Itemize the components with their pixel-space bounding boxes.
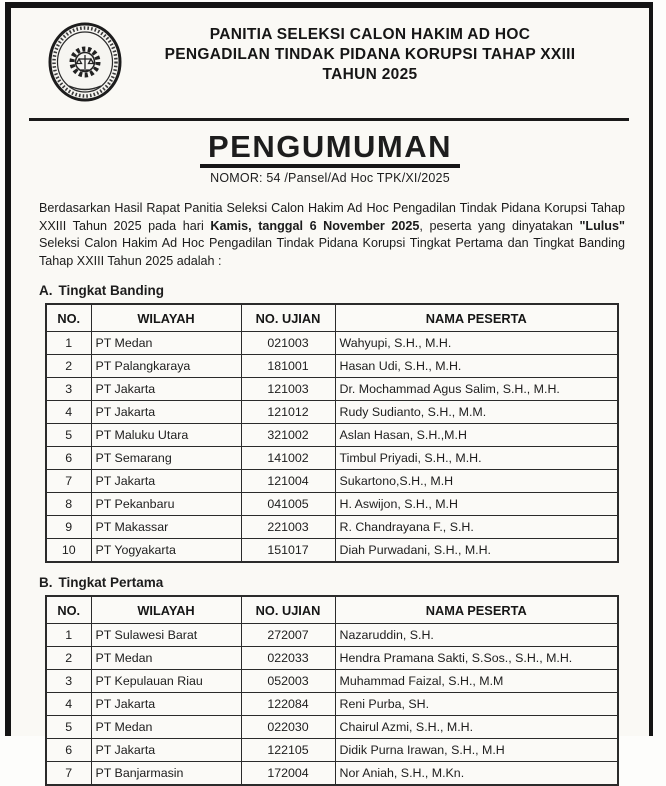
section-b-heading [39, 575, 649, 590]
cell-nama: Sukartono,S.H., M.H [335, 470, 618, 493]
table-row [46, 716, 618, 739]
letterhead [11, 8, 649, 109]
intro-seg-5: Seleksi Calon Hakim Ad Hoc Pengadilan Tindak Pidana Korupsi Tingkat Pertama dan Tingkat Banding Tahap XXIII Tahun 2025 adalah : [39, 236, 625, 268]
cell-nama: Dr. Mochammad Agus Salim, S.H., M.H. [335, 378, 618, 401]
cell-no: 5 [46, 716, 91, 739]
cell-wilayah: PT Maluku Utara [91, 424, 241, 447]
cell-nama: Aslan Hasan, S.H.,M.H [335, 424, 618, 447]
cell-no: 3 [46, 670, 91, 693]
table-row [46, 762, 618, 786]
cell-no: 7 [46, 470, 91, 493]
cell-nama: Wahyupi, S.H., M.H. [335, 332, 618, 355]
cell-ujian: 121004 [241, 470, 335, 493]
col-header-nama: NAMA PESERTA [335, 596, 618, 624]
cell-nama: Timbul Priyadi, S.H., M.H. [335, 447, 618, 470]
section-a-label: A. [39, 283, 53, 298]
cell-ujian: 172004 [241, 762, 335, 786]
section-b-label: B. [39, 575, 53, 590]
cell-wilayah: PT Semarang [91, 447, 241, 470]
cell-ujian: 121012 [241, 401, 335, 424]
table-row [46, 624, 618, 647]
cell-nama: Reni Purba, SH. [335, 693, 618, 716]
cell-no: 2 [46, 647, 91, 670]
table-row [46, 355, 618, 378]
table-row [46, 332, 618, 355]
cell-wilayah: PT Pekanbaru [91, 493, 241, 516]
cell-wilayah: PT Jakarta [91, 739, 241, 762]
cell-no: 2 [46, 355, 91, 378]
intro-seg-1: Berdasarkan Hasil Rapat Panitia Seleksi Calon Hakim Ad Hoc Pengadilan Tindak Pidana Korupsi Tahap XXIII Tahun 2025 pada hari [39, 201, 625, 233]
cell-ujian: 021003 [241, 332, 335, 355]
cell-nama: R. Chandrayana F., S.H. [335, 516, 618, 539]
cell-wilayah: PT Jakarta [91, 378, 241, 401]
cell-ujian: 041005 [241, 493, 335, 516]
cell-nama: H. Aswijon, S.H., M.H [335, 493, 618, 516]
cell-no: 10 [46, 539, 91, 563]
section-a-title: Tingkat Banding [58, 283, 165, 298]
table-row [46, 378, 618, 401]
cell-nama: Diah Purwadani, S.H., M.H. [335, 539, 618, 563]
cell-ujian: 141002 [241, 447, 335, 470]
cell-wilayah: PT Jakarta [91, 401, 241, 424]
cell-ujian: 022033 [241, 647, 335, 670]
table-row [46, 693, 618, 716]
cell-no: 1 [46, 332, 91, 355]
table-row [46, 539, 618, 563]
org-name-line-1: PANITIA SELEKSI CALON HAKIM AD HOC [209, 26, 531, 43]
col-header-no: NO. [46, 596, 91, 624]
col-header-ujian: NO. UJIAN [241, 596, 335, 624]
intro-paragraph [39, 200, 625, 270]
cell-ujian: 221003 [241, 516, 335, 539]
intro-date-bold: Kamis, tanggal 6 November 2025 [210, 218, 420, 233]
table-row [46, 424, 618, 447]
table-row [46, 739, 618, 762]
letterhead-divider [29, 118, 629, 121]
cell-wilayah: PT Jakarta [91, 470, 241, 493]
cell-ujian: 181001 [241, 355, 335, 378]
col-header-ujian: NO. UJIAN [241, 304, 335, 332]
org-name-line-3: TAHUN 2025 [322, 66, 418, 83]
col-header-wilayah: WILAYAH [91, 596, 241, 624]
seal-icon [45, 20, 125, 104]
cell-nama: Hasan Udi, S.H., M.H. [335, 355, 618, 378]
cell-ujian: 022030 [241, 716, 335, 739]
table-row [46, 670, 618, 693]
cell-no: 8 [46, 493, 91, 516]
cell-wilayah: PT Palangkaraya [91, 355, 241, 378]
cell-ujian: 272007 [241, 624, 335, 647]
cell-no: 6 [46, 739, 91, 762]
table-row [46, 447, 618, 470]
section-b-title: Tingkat Pertama [58, 575, 164, 590]
table-header-row [46, 596, 618, 624]
cell-no: 6 [46, 447, 91, 470]
cell-ujian: 321002 [241, 424, 335, 447]
cell-nama: Hendra Pramana Sakti, S.Sos., S.H., M.H. [335, 647, 618, 670]
cell-nama: Rudy Sudianto, S.H., M.M. [335, 401, 618, 424]
table-row [46, 516, 618, 539]
cell-no: 5 [46, 424, 91, 447]
announcement-title: PENGUMUMAN [200, 130, 460, 168]
cell-wilayah: PT Jakarta [91, 693, 241, 716]
cell-no: 1 [46, 624, 91, 647]
cell-nama: Nazaruddin, S.H. [335, 624, 618, 647]
table-row [46, 493, 618, 516]
col-header-no: NO. [46, 304, 91, 332]
cell-nama: Nor Aniah, S.H., M.Kn. [335, 762, 618, 786]
cell-ujian: 122105 [241, 739, 335, 762]
table-row [46, 647, 618, 670]
section-a-heading [39, 283, 649, 298]
cell-ujian: 121003 [241, 378, 335, 401]
table-tingkat-pertama [45, 595, 619, 786]
table-header-row [46, 304, 618, 332]
cell-wilayah: PT Banjarmasin [91, 762, 241, 786]
cell-ujian: 052003 [241, 670, 335, 693]
cell-wilayah: PT Makassar [91, 516, 241, 539]
cell-nama: Didik Purna Irawan, S.H., M.H [335, 739, 618, 762]
org-name-line-2: PENGADILAN TINDAK PIDANA KORUPSI TAHAP XXIII [164, 46, 576, 63]
org-name-block [125, 20, 635, 85]
cell-wilayah: PT Medan [91, 647, 241, 670]
cell-no: 3 [46, 378, 91, 401]
cell-no: 4 [46, 401, 91, 424]
col-header-nama: NAMA PESERTA [335, 304, 618, 332]
supreme-court-seal-logo [45, 20, 125, 109]
intro-lulus-bold: "Lulus" [579, 218, 625, 233]
cell-wilayah: PT Yogyakarta [91, 539, 241, 563]
cell-wilayah: PT Medan [91, 332, 241, 355]
scanned-document-page [5, 2, 653, 780]
cell-wilayah: PT Kepulauan Riau [91, 670, 241, 693]
cell-no: 9 [46, 516, 91, 539]
cell-wilayah: PT Sulawesi Barat [91, 624, 241, 647]
table-row [46, 401, 618, 424]
col-header-wilayah: WILAYAH [91, 304, 241, 332]
table-tingkat-banding [45, 303, 619, 563]
table-row [46, 470, 618, 493]
intro-seg-3: , peserta yang dinyatakan [419, 218, 580, 233]
cell-no: 7 [46, 762, 91, 786]
cell-nama: Muhammad Faizal, S.H., M.M [335, 670, 618, 693]
cell-wilayah: PT Medan [91, 716, 241, 739]
cell-ujian: 122084 [241, 693, 335, 716]
cell-ujian: 151017 [241, 539, 335, 563]
cell-no: 4 [46, 693, 91, 716]
cell-nama: Chairul Azmi, S.H., M.H. [335, 716, 618, 739]
announcement-number: NOMOR: 54 /Pansel/Ad Hoc TPK/XI/2025 [210, 171, 450, 185]
